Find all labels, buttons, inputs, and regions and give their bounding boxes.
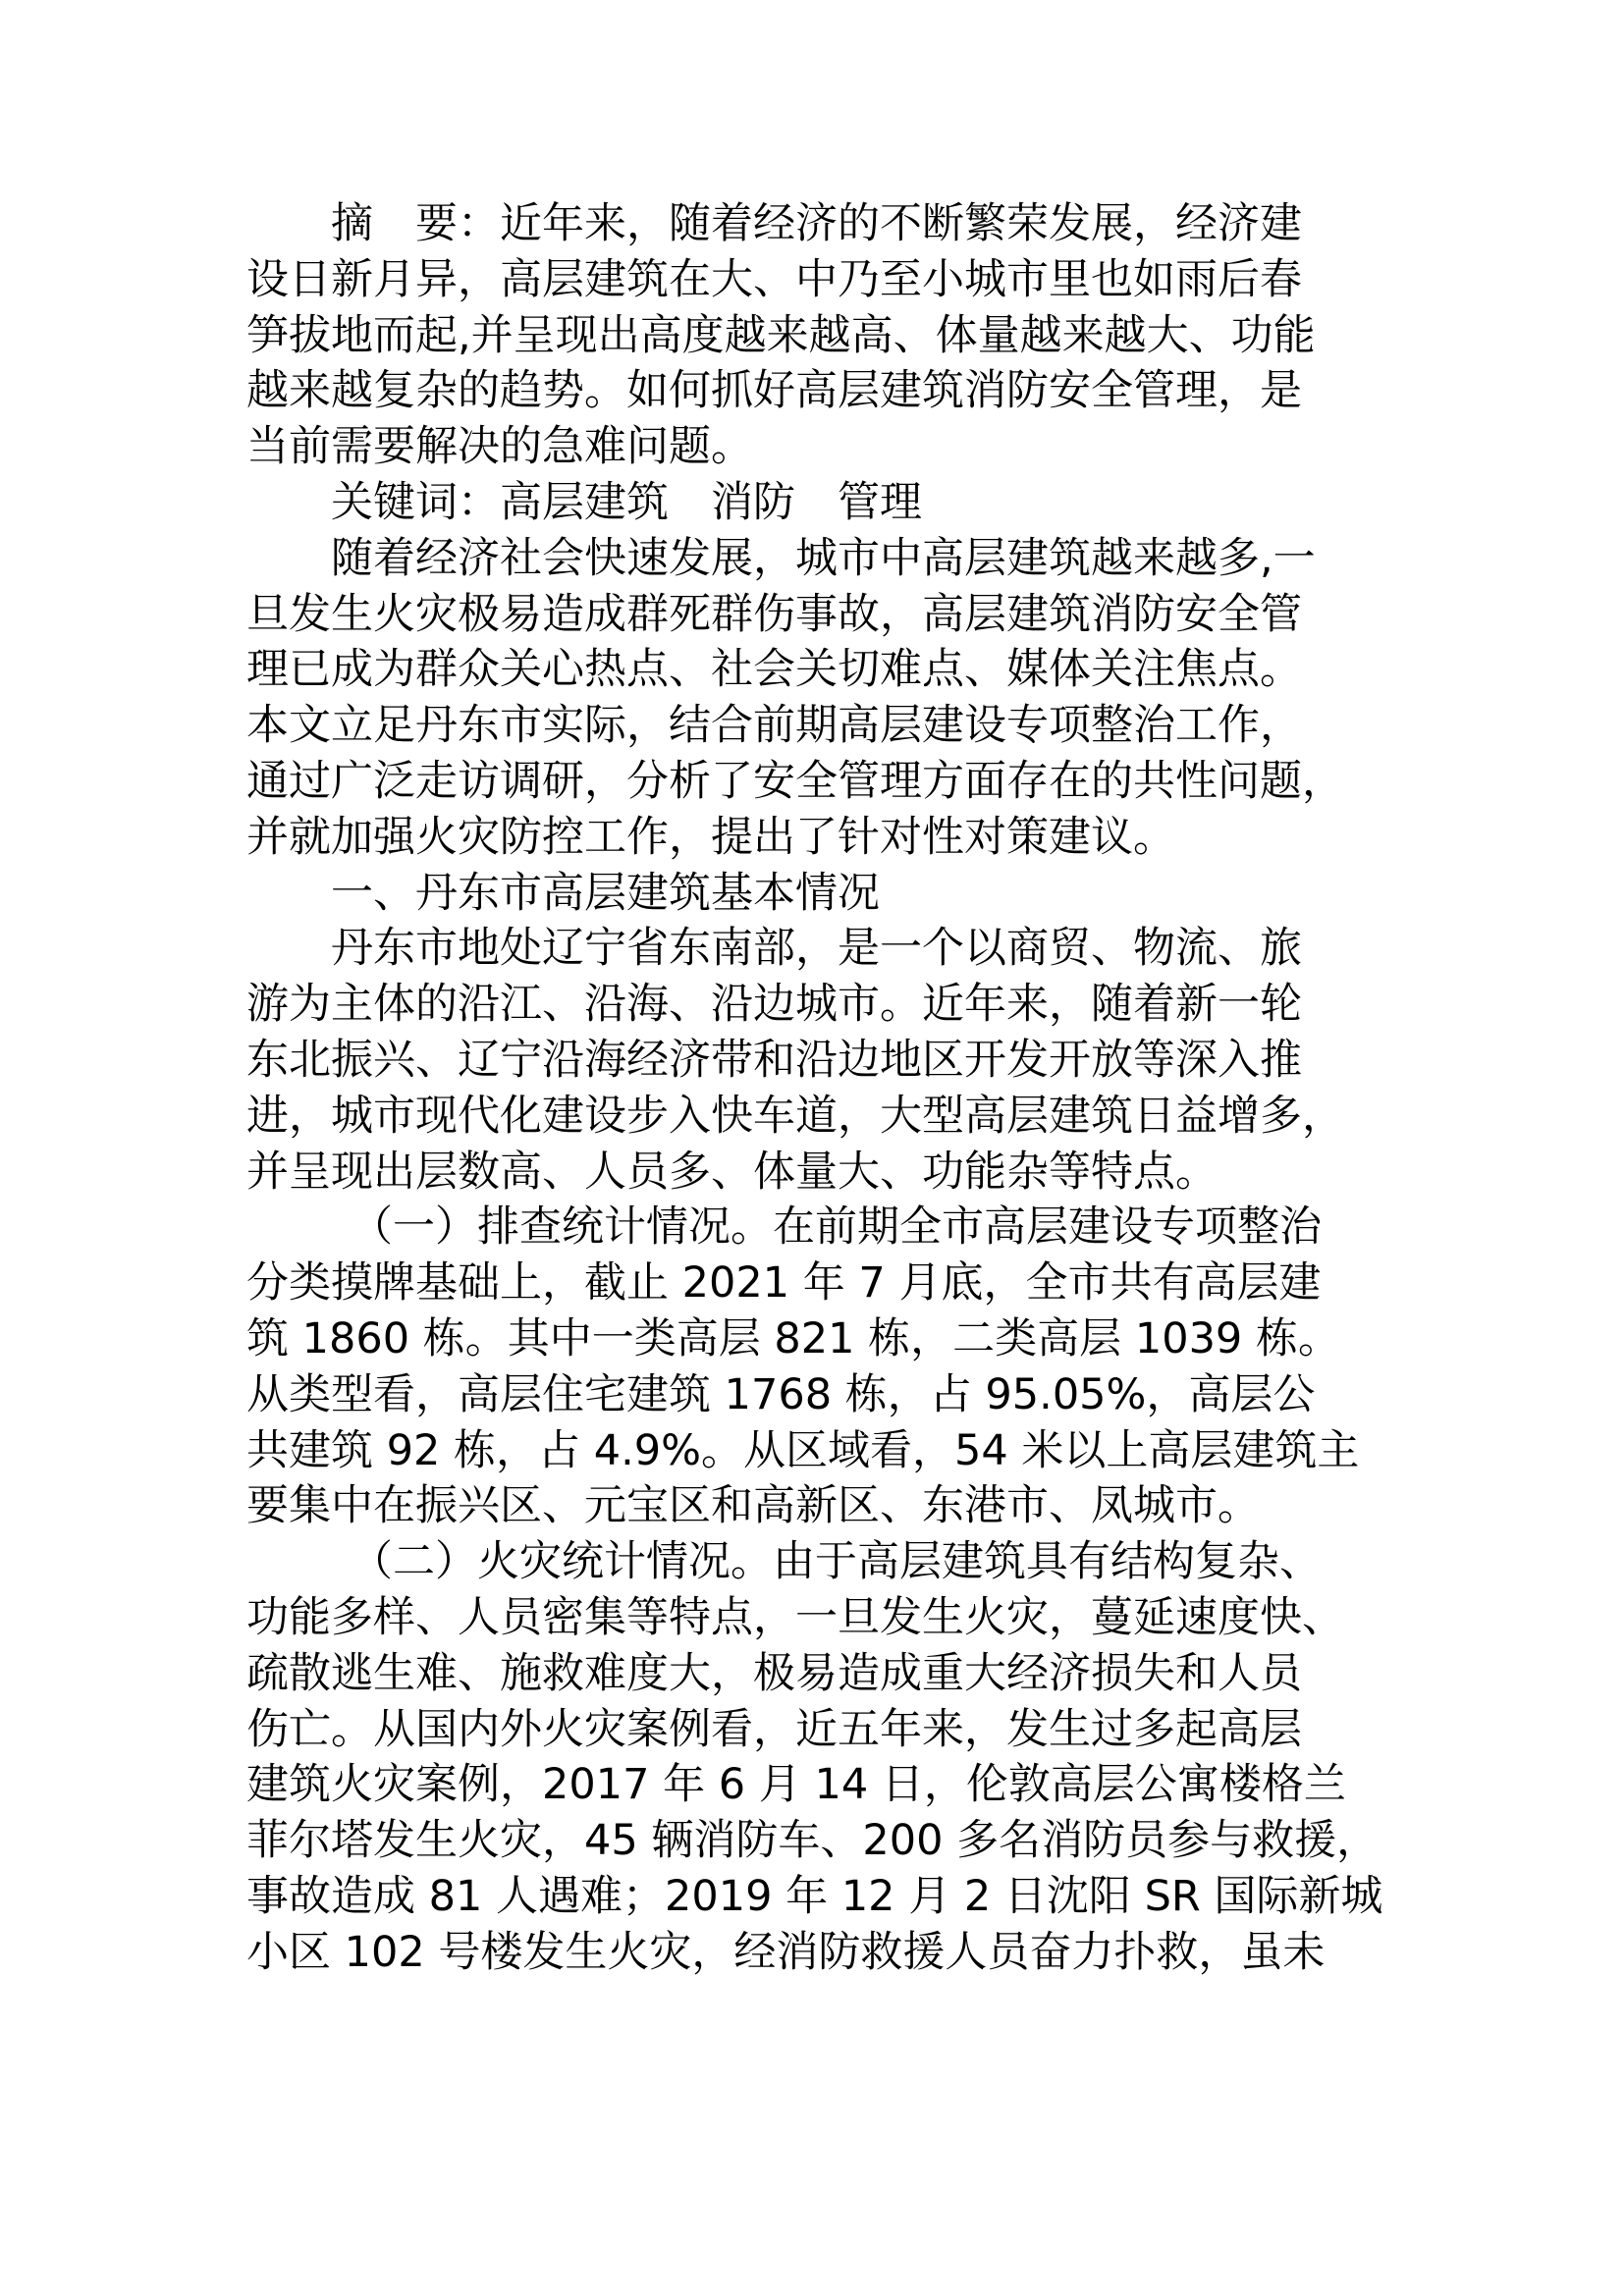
- section1-line-2: 游为主体的沿江、沿海、沿边城市。近年来，随着新一轮: [246, 980, 1302, 1030]
- document-page: [246, 196, 1391, 1981]
- subsection2-line-8: 小区 102 号楼发生火灾，经消防救援人员奋力扑救，虽未: [246, 1927, 1326, 1977]
- intro-line-4: 本文立足丹东市实际，结合前期高层建设专项整治工作，: [246, 701, 1302, 751]
- intro-line-3: 理已成为群众关心热点、社会关切难点、媒体关注焦点。: [246, 645, 1302, 695]
- abstract-line-2: 设日新月异，高层建筑在大、中乃至小城市里也如雨后春: [246, 254, 1302, 304]
- subsection1-line-3: 筑 1860 栋。其中一类高层 821 栋，二类高层 1039 栋。: [246, 1313, 1340, 1363]
- subsection2-line-4: 伤亡。从国内外火灾案例看，近五年来，发生过多起高层: [246, 1704, 1302, 1754]
- intro-line-1: 随着经济社会快速发展，城市中高层建筑越来越多,一: [331, 533, 1316, 583]
- subsection2-line-7: 事故造成 81 人遇难；2019 年 12 月 2 日沈阳 SR 国际新城: [246, 1871, 1383, 1921]
- section1-line-1: 丹东市地处辽宁省东南部，是一个以商贸、物流、旅: [331, 924, 1302, 974]
- subsection1-line-4: 从类型看，高层住宅建筑 1768 栋，占 95.05%，高层公: [246, 1369, 1316, 1419]
- abstract-line-1: 摘 要：近年来，随着经济的不断繁荣发展，经济建: [331, 199, 1302, 248]
- section1-line-3: 东北振兴、辽宁沿海经济带和沿边地区开发开放等深入推: [246, 1035, 1302, 1085]
- intro-line-6: 并就加强火灾防控工作，提出了针对性对策建议。: [246, 812, 1175, 862]
- section-heading-1: 一、丹东市高层建筑基本情况: [331, 868, 880, 918]
- intro-line-5: 通过广泛走访调研，分析了安全管理方面存在的共性问题，: [246, 756, 1344, 806]
- subsection2-line-1: （二）火灾统计情况。由于高层建筑具有结构复杂、: [351, 1537, 1322, 1587]
- intro-line-2: 旦发生火灾极易造成群死群伤事故，高层建筑消防安全管: [246, 589, 1302, 639]
- subsection2-line-5: 建筑火灾案例，2017 年 6 月 14 日，伦敦高层公寓楼格兰: [246, 1760, 1346, 1810]
- section1-line-5: 并呈现出层数高、人员多、体量大、功能杂等特点。: [246, 1147, 1218, 1197]
- section1-line-4: 进，城市现代化建设步入快车道，大型高层建筑日益增多，: [246, 1091, 1344, 1141]
- abstract-line-3: 笋拔地而起,并呈现出高度越来越高、体量越来越大、功能: [246, 310, 1316, 360]
- subsection1-line-2: 分类摸牌基础上，截止 2021 年 7 月底，全市共有高层建: [246, 1258, 1322, 1308]
- subsection1-line-5: 共建筑 92 栋，占 4.9%。从区域看，54 米以上高层建筑主: [246, 1425, 1360, 1475]
- subsection1-line-6: 要集中在振兴区、元宝区和高新区、东港市、凤城市。: [246, 1481, 1260, 1531]
- subsection1-line-1: （一）排查统计情况。在前期全市高层建设专项整治: [351, 1202, 1322, 1253]
- subsection2-line-2: 功能多样、人员密集等特点，一旦发生火灾，蔓延速度快、: [246, 1592, 1344, 1642]
- subsection2-line-3: 疏散逃生难、施救难度大，极易造成重大经济损失和人员: [246, 1648, 1302, 1698]
- abstract-line-4: 越来越复杂的趋势。如何抓好高层建筑消防安全管理，是: [246, 366, 1302, 416]
- subsection2-line-6: 菲尔塔发生火灾，45 辆消防车、200 多名消防员参与救援，: [246, 1816, 1380, 1866]
- abstract-line-5: 当前需要解决的急难问题。: [246, 422, 753, 472]
- keywords-line: 关键词：高层建筑 消防 管理: [331, 477, 922, 527]
